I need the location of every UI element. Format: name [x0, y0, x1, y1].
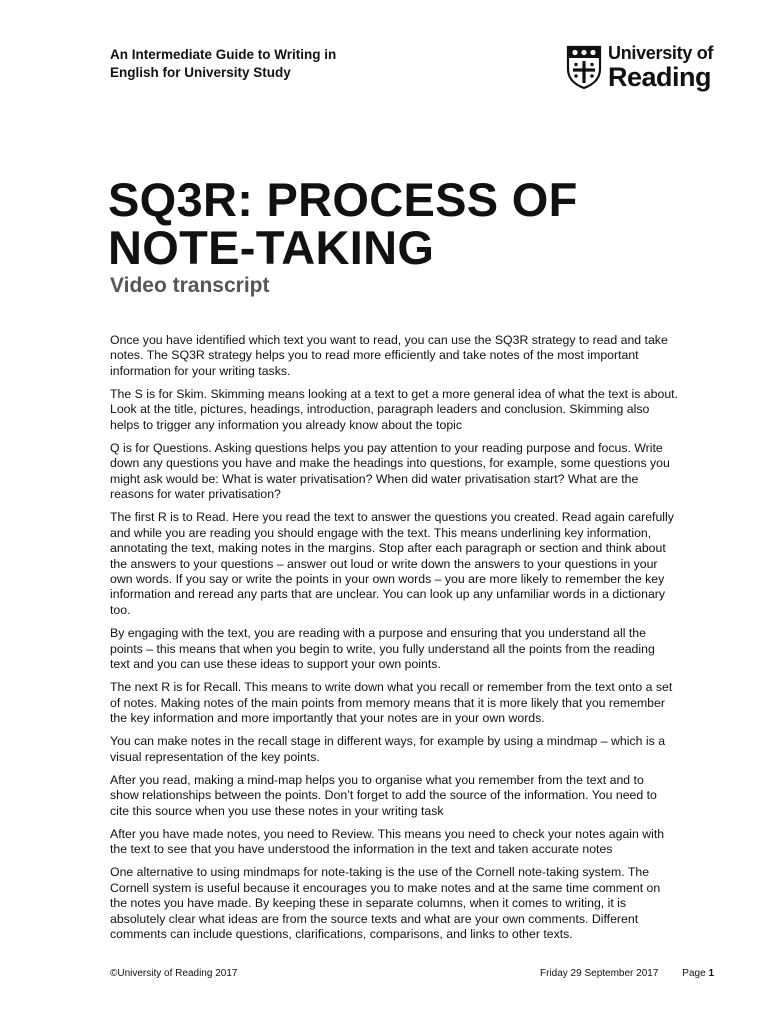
footer-date: Friday 29 September 2017 [540, 968, 659, 979]
paragraph-line: text and you can use these ideas to support your own points. [110, 656, 441, 671]
page-title-line: NOTE-TAKING [108, 221, 435, 274]
paragraph-line: visual representation of the key points. [110, 749, 320, 764]
university-logo [566, 43, 726, 95]
footer-copyright: ©University of Reading 2017 [110, 968, 238, 979]
paragraph-line: the answers to your questions – answer out loud or write down the answers to your questions in your [110, 556, 658, 571]
paragraph-line: show relationships between the points. Don’t forget to add the source of the information. You need to [110, 788, 657, 803]
guide-title [110, 46, 430, 82]
paragraph-line: reasons for water privatisation? [110, 487, 281, 502]
page-title [108, 173, 708, 274]
logo-wordmark [608, 43, 713, 91]
paragraph-line: Look at the title, pictures, headings, introduction, paragraph leaders and conclusion. Skimming also [110, 402, 650, 417]
paragraph-line: cite this source when you use these notes in your writing task [110, 803, 444, 818]
paragraph-line: the key information and more importantly that your notes are in your own words. [110, 710, 545, 725]
transcript-paragraph [110, 680, 722, 726]
paragraph-line: comments can include questions, clarifications, comparisons, and links to other texts. [110, 926, 573, 941]
paragraph-line: You can make notes in the recall stage in different ways, for example by using a mindmap – which is a [110, 734, 666, 749]
transcript-paragraph [110, 333, 722, 379]
paragraph-line: notes. The SQ3R strategy helps you to read more efficiently and take notes of the most important [110, 348, 639, 363]
paragraph-line: information for your writing tasks. [110, 363, 291, 378]
paragraph-line: After you read, making a mind-map helps you to organise what you remember from the text and to [110, 772, 644, 787]
transcript-paragraph [110, 387, 722, 433]
paragraph-line: By engaging with the text, you are reading with a purpose and ensuring that you understand all the [110, 626, 646, 641]
paragraph-line: helps to trigger any information you already know about the topic [110, 417, 463, 432]
paragraph-line: and while you are reading you should engage with the text. This means underlining key information, [110, 525, 652, 540]
transcript-paragraph [110, 441, 722, 503]
paragraph-line: The S is for Skim. Skimming means looking at a text to get a more general idea of what the text is about. [110, 387, 678, 402]
paragraph-line: The first R is to Read. Here you read the text to answer the questions you created. Read again carefully [110, 510, 674, 525]
paragraph-line: too. [110, 602, 131, 617]
transcript-paragraph [110, 865, 722, 942]
paragraph-line: down any questions you have and make the headings into questions, for example, some questions you [110, 456, 670, 471]
paragraph-line: annotating the text, making notes in the margins. Stop after each paragraph or section and think about [110, 541, 666, 556]
paragraph-line: After you have made notes, you need to Review. This means you need to check your notes again with [110, 826, 665, 841]
footer-page-label: Page [682, 968, 706, 979]
paragraph-line: the text to see that you have understood the information in the text and taken accurate notes [110, 842, 613, 857]
logo-wordmark-line: Reading [608, 62, 712, 92]
logo-wordmark-line: University of [608, 43, 714, 63]
paragraph-line: One alternative to using mindmaps for note-taking is the use of the Cornell note-taking system. The [110, 865, 650, 880]
paragraph-line: information and reread any parts that are unclear. You can look up any unfamiliar words in a dictionary [110, 587, 666, 602]
paragraph-line: own words. If you say or write the points in your own words – you are more likely to remember the key [110, 572, 665, 587]
transcript-body [110, 333, 722, 950]
transcript-paragraph [110, 773, 722, 819]
footer-page [682, 967, 714, 981]
transcript-paragraph [110, 827, 722, 858]
transcript-paragraph [110, 734, 722, 765]
paragraph-line: might ask would be: What is water privatisation? When did water privatisation start? What are the [110, 471, 639, 486]
page-subtitle: Video transcript [110, 274, 270, 297]
paragraph-line: Once you have identified which text you want to read, you can use the SQ3R strategy to read and take [110, 333, 668, 347]
paragraph-line: Cornell system is useful because it encourages you to make notes and at the same time comment on [110, 880, 661, 895]
paragraph-line: of notes. Making notes of the main points from memory means that it is more likely that you remember [110, 695, 665, 710]
paragraph-line: Q is for Questions. Asking questions helps you pay attention to your reading purpose and focus. Write [110, 441, 663, 456]
footer-page-number: 1 [708, 968, 714, 979]
paragraph-line: The next R is for Recall. This means to write down what you recall or remember from the text onto a set [110, 680, 673, 695]
page-footer [110, 967, 714, 983]
university-crest-icon [566, 45, 602, 89]
paragraph-line: the notes you have made. By keeping these in separate columns, when it comes to writing, it is [110, 896, 627, 911]
paragraph-line: absolutely clear what ideas are from the source texts and what are your own comments. Different [110, 911, 639, 926]
paragraph-line: points – this means that when you begin to write, you fully understand all the points from the reading [110, 641, 655, 656]
guide-title-line: English for University Study [110, 65, 291, 80]
guide-title-line: An Intermediate Guide to Writing in [110, 47, 337, 62]
transcript-paragraph [110, 626, 722, 672]
transcript-paragraph [110, 510, 722, 618]
page-title-line: SQ3R: PROCESS OF [108, 173, 578, 226]
